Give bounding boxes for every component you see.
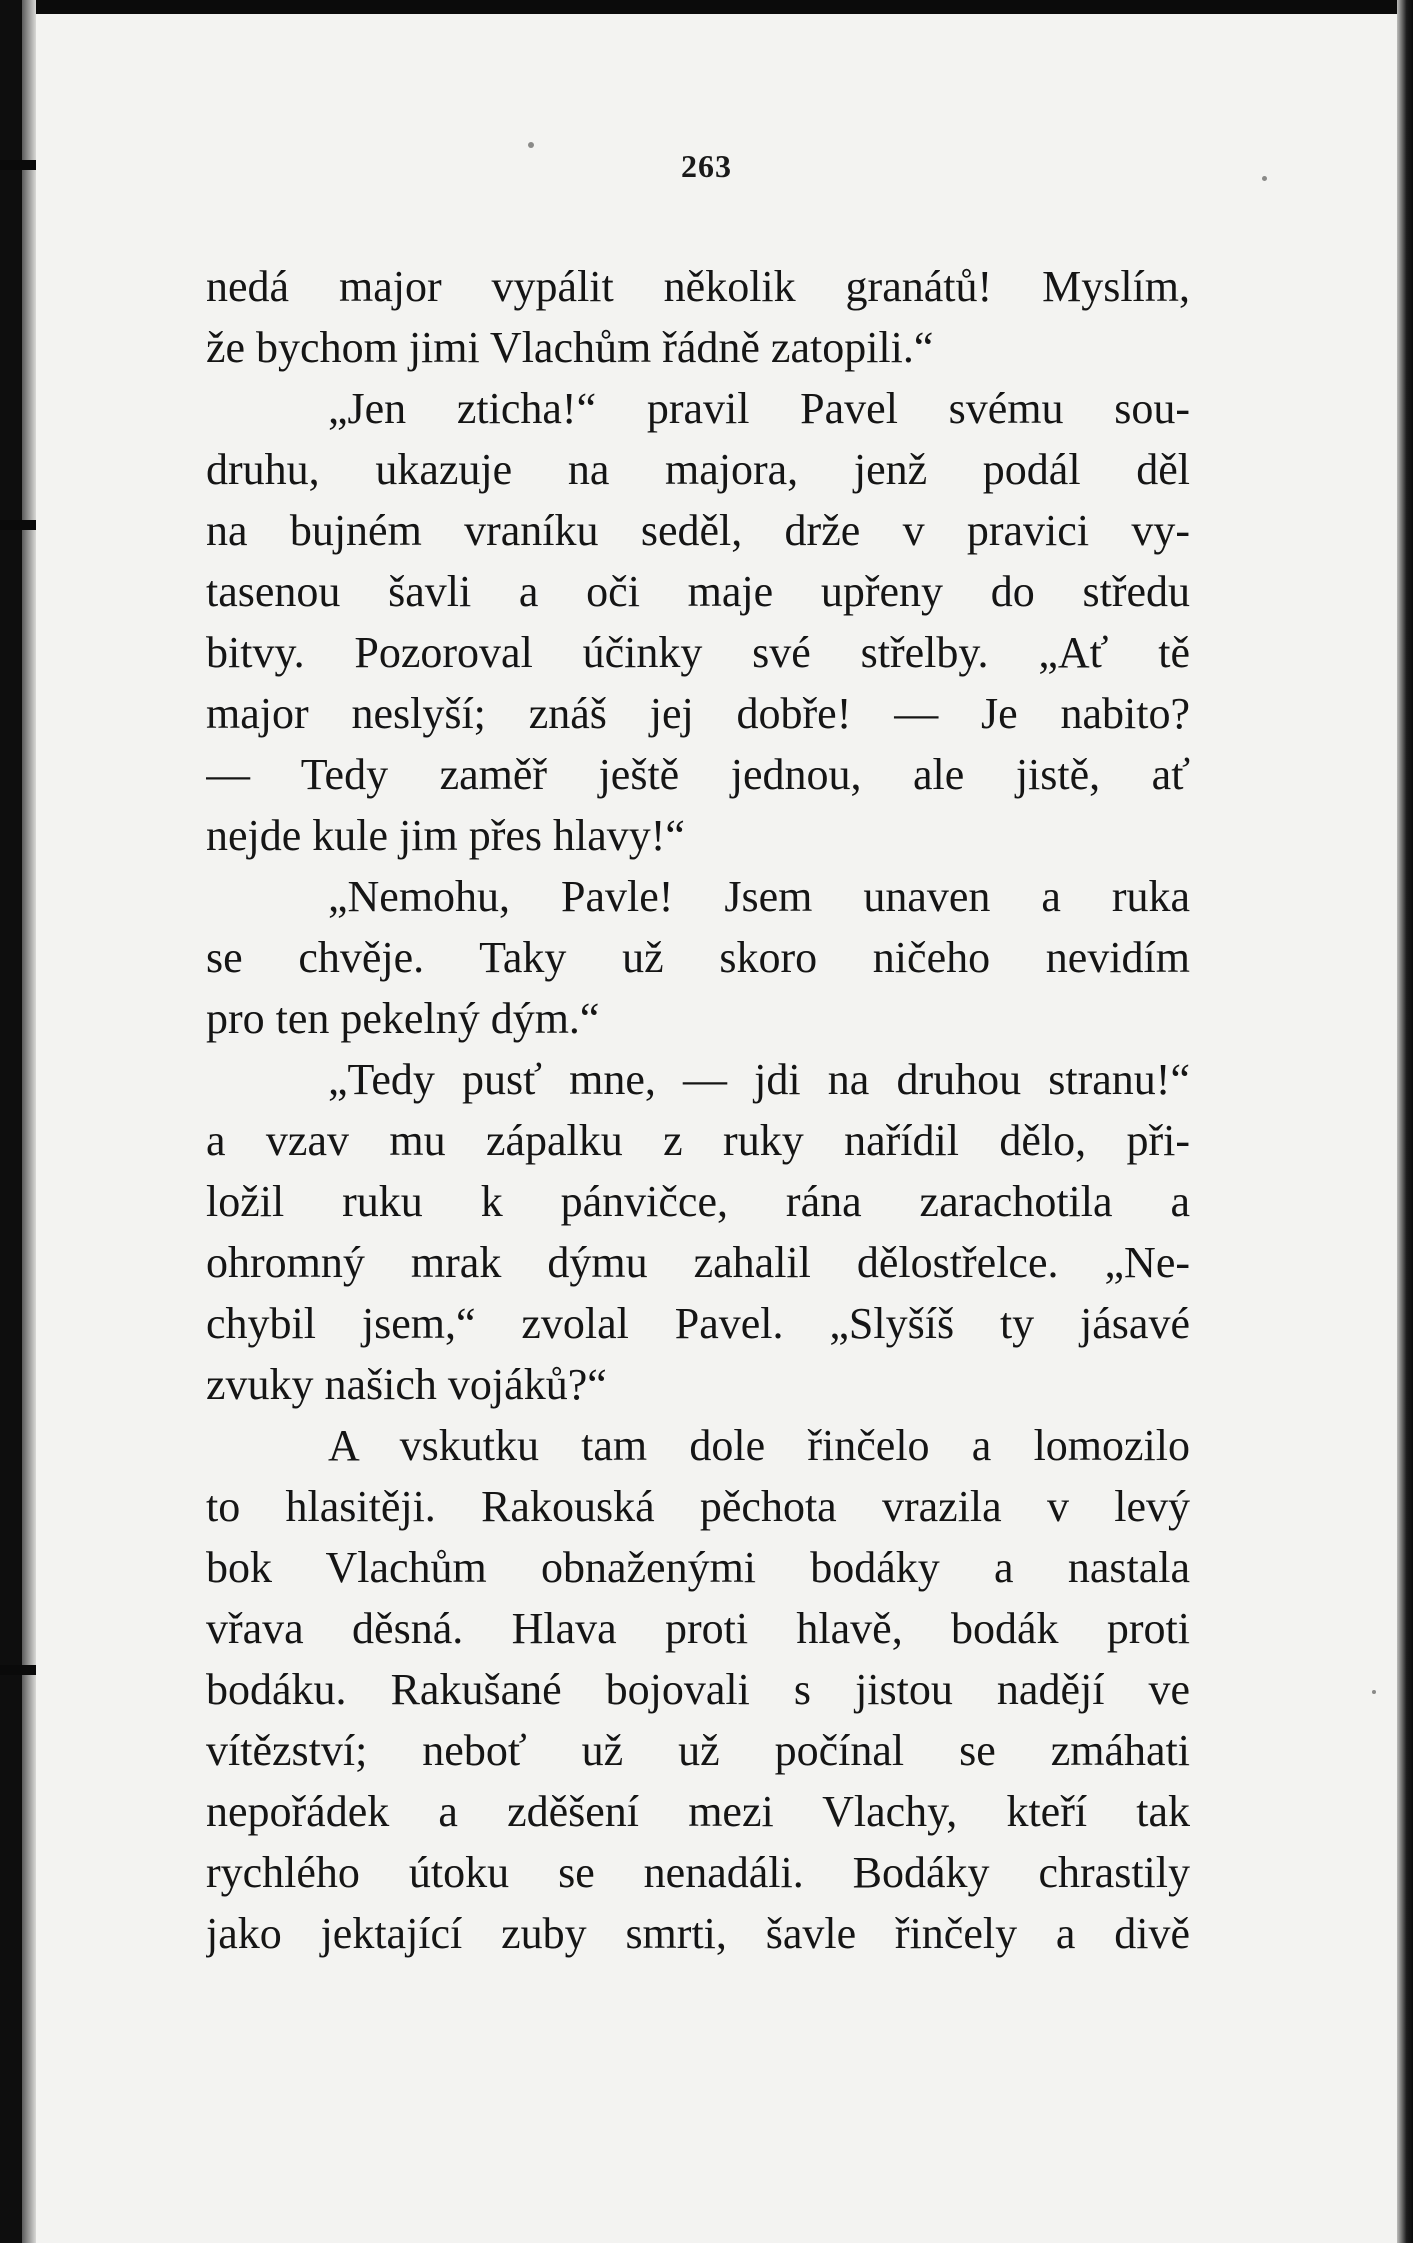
text-line: rychlého útoku se nenadáli. Bodáky chrastily — [206, 1848, 1190, 1897]
binding-mark — [0, 1665, 36, 1675]
binding-mark — [0, 520, 36, 530]
text-line: chybil jsem,“ zvolal Pavel. „Slyšíš ty jásavé — [206, 1299, 1190, 1348]
scan-border-left — [0, 0, 22, 2243]
text-line: tasenou šavli a oči maje upřeny do středu — [206, 567, 1190, 616]
text-line: vřava děsná. Hlava proti hlavě, bodák proti — [206, 1604, 1190, 1653]
text-line: jako jektající zuby smrti, šavle řinčely a divě — [206, 1909, 1190, 1958]
text-line: zvuky našich vojáků?“ — [206, 1360, 607, 1409]
page-edge-shadow — [22, 0, 36, 2243]
text-line: nedá major vypálit několik granátů! Myslím, — [206, 262, 1190, 311]
text-line: a vzav mu zápalku z ruky nařídil dělo, při- — [206, 1116, 1190, 1165]
text-line: bok Vlachům obnaženými bodáky a nastala — [206, 1543, 1190, 1592]
text-line: „Tedy pusť mne, — jdi na druhou stranu!“ — [328, 1055, 1190, 1104]
text-line: bodáku. Rakušané bojovali s jistou nadějí ve — [206, 1665, 1190, 1714]
text-line: A vskutku tam dole řinčelo a lomozilo — [328, 1421, 1190, 1470]
text-line: druhu, ukazuje na majora, jenž podál děl — [206, 445, 1190, 494]
text-line: pro ten pekelný dým.“ — [206, 994, 600, 1043]
text-line: ohromný mrak dýmu zahalil dělostřelce. „Ne- — [206, 1238, 1190, 1287]
scan-border-top — [0, 0, 1413, 14]
text-line: ložil ruku k pánvičce, rána zarachotila a — [206, 1177, 1190, 1226]
paper-speck — [1372, 1690, 1376, 1694]
text-line: vítězství; neboť už už počínal se zmáhati — [206, 1726, 1190, 1775]
text-line: — Tedy zaměř ještě jednou, ale jistě, ať — [206, 750, 1190, 799]
text-line: nejde kule jim přes hlavy!“ — [206, 811, 685, 860]
text-line: major neslyší; znáš jej dobře! — Je nabito? — [206, 689, 1190, 738]
text-line: „Nemohu, Pavle! Jsem unaven a ruka — [328, 872, 1190, 921]
text-line: nepořádek a zděšení mezi Vlachy, kteří tak — [206, 1787, 1190, 1836]
text-line: bitvy. Pozoroval účinky své střelby. „Ať tě — [206, 628, 1190, 677]
text-line: „Jen zticha!“ pravil Pavel svému sou- — [328, 384, 1190, 433]
page-number: 263 — [681, 148, 732, 184]
body-text — [206, 256, 1190, 1964]
text-line: to hlasitěji. Rakouská pěchota vrazila v levý — [206, 1482, 1190, 1531]
text-line: že bychom jimi Vlachům řádně zatopili.“ — [206, 323, 934, 372]
text-line: na bujném vraníku seděl, drže v pravici vy- — [206, 506, 1190, 555]
text-line: se chvěje. Taky už skoro ničeho nevidím — [206, 933, 1190, 982]
scan-border-right — [1397, 0, 1413, 2243]
